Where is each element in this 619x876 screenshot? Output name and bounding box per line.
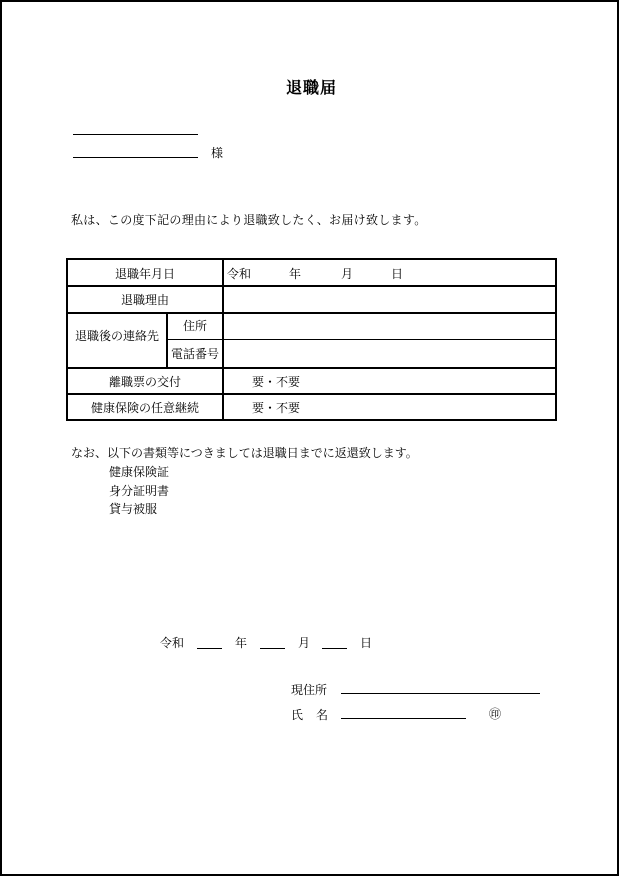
date-day-line bbox=[322, 648, 347, 649]
insurance-value: 要・不要 bbox=[252, 401, 301, 415]
separation-notice-value: 要・不要 bbox=[252, 375, 301, 389]
date-day: 日 bbox=[360, 636, 373, 650]
list-item: 貸与被服 bbox=[109, 502, 158, 516]
table-vline bbox=[222, 260, 224, 419]
addressee-line-2 bbox=[73, 157, 198, 158]
date-month: 月 bbox=[298, 636, 311, 650]
info-table bbox=[66, 258, 557, 421]
contact-label: 退職後の連絡先 bbox=[74, 329, 159, 343]
insurance-label: 健康保険の任意継続 bbox=[90, 401, 199, 415]
retire-date-day: 日 bbox=[391, 267, 404, 281]
table-hline-inner bbox=[167, 339, 555, 340]
name-label-2: 名 bbox=[316, 708, 329, 722]
list-item: 身分証明書 bbox=[109, 484, 170, 498]
date-year: 年 bbox=[235, 636, 248, 650]
retire-date-month: 月 bbox=[341, 267, 354, 281]
address-line bbox=[341, 693, 540, 694]
name-label-1: 氏 bbox=[291, 708, 304, 722]
separation-notice-label: 離職票の交付 bbox=[108, 375, 181, 389]
table-hline bbox=[68, 285, 555, 287]
list-item: 健康保険証 bbox=[109, 465, 170, 479]
address-label: 現住所 bbox=[291, 683, 328, 697]
table-hline bbox=[68, 393, 555, 395]
date-month-line bbox=[260, 648, 285, 649]
contact-address-label: 住所 bbox=[182, 319, 207, 333]
seal-mark: ㊞ bbox=[489, 707, 502, 721]
addressee-suffix: 様 bbox=[211, 146, 224, 160]
retire-date-era: 令和 bbox=[227, 267, 252, 281]
retire-date-year: 年 bbox=[289, 267, 302, 281]
document-title: 退職届 bbox=[285, 78, 337, 97]
return-note: なお、以下の書類等につきましては退職日までに返還致します。 bbox=[71, 446, 418, 460]
contact-phone-label: 電話番号 bbox=[170, 347, 219, 361]
table-hline bbox=[68, 367, 555, 369]
table-hline bbox=[68, 312, 555, 314]
date-year-line bbox=[197, 648, 222, 649]
intro-text: 私は、この度下記の理由により退職致したく、お届け致します。 bbox=[71, 213, 427, 227]
addressee-line-1 bbox=[73, 134, 198, 135]
retire-reason-label: 退職理由 bbox=[120, 293, 169, 307]
date-era: 令和 bbox=[160, 636, 185, 650]
retire-date-label: 退職年月日 bbox=[114, 267, 175, 281]
name-line bbox=[341, 718, 466, 719]
